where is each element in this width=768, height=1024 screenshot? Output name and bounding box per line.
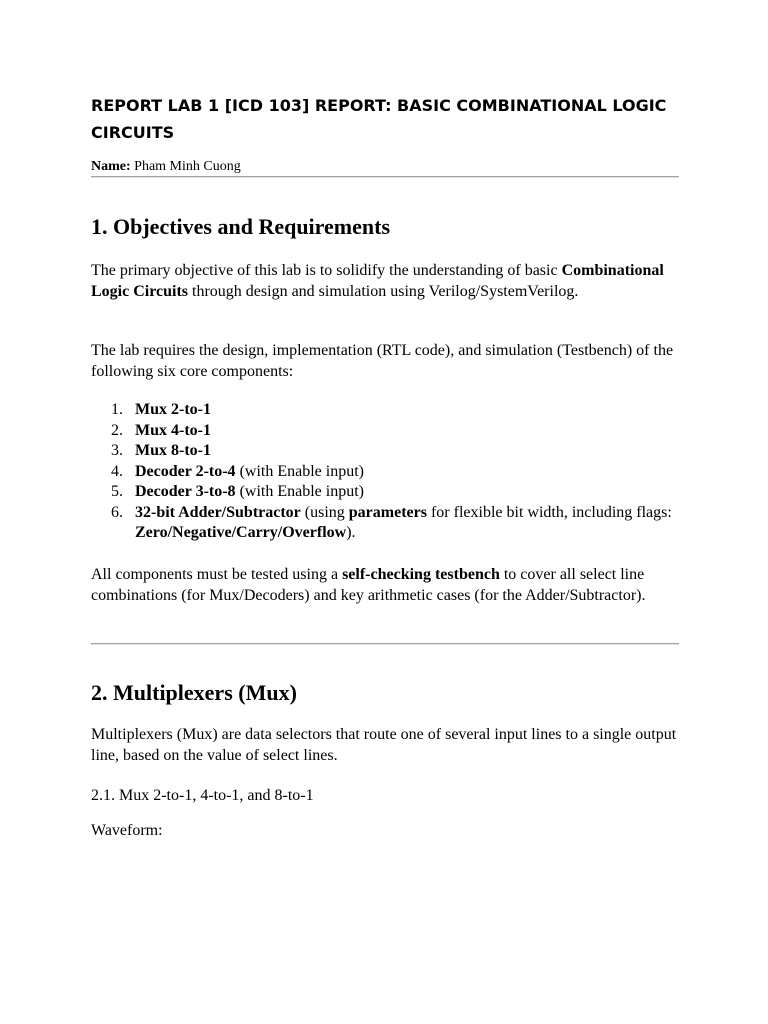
list-item-title: Decoder 2-to-4 — [135, 462, 236, 480]
list-item-detail: (with Enable input) — [235, 462, 364, 480]
list-item-title: Mux 2-to-1 — [135, 401, 211, 418]
list-number: 1. — [111, 401, 123, 418]
list-item-detail: for flexible bit width, including flags: — [426, 503, 672, 521]
author-line — [91, 157, 679, 177]
testing-text-start: All components must be tested using a — [91, 566, 343, 583]
list-item — [91, 503, 679, 544]
core-components-list — [91, 400, 679, 544]
testing-paragraph — [91, 565, 679, 606]
list-item-title: Mux 8-to-1 — [135, 442, 211, 459]
list-number: 5. — [111, 483, 123, 500]
list-item — [91, 400, 679, 421]
objective-paragraph — [91, 261, 679, 302]
report-title: REPORT LAB 1 [ICD 103] REPORT: BASIC COMBINATIONAL LOGIC CIRCUITS — [91, 96, 667, 142]
testing-text-bold: self-checking testbench — [342, 566, 500, 583]
objective-text-end: through design and simulation using Verilog/SystemVerilog. — [188, 282, 579, 300]
name-label: Name: — [91, 159, 131, 174]
list-item-detail: (with Enable input) — [235, 483, 364, 500]
list-item-detail: (using — [300, 503, 349, 521]
list-item-title: Decoder 3-to-8 — [135, 483, 236, 500]
author-name: Pham Minh Cuong — [134, 159, 241, 174]
horizontal-divider — [91, 176, 679, 178]
list-item — [91, 421, 679, 442]
testing-text-end: to cover all select line combinations (for Mux/Decoders) and key arithmetic cases (for the Adder/Subtractor). — [91, 566, 646, 604]
objective-text-start: The primary objective of this lab is to solidify the understanding of basic — [91, 262, 562, 279]
section-heading-multiplexers: 2. Multiplexers (Mux) — [91, 680, 297, 705]
list-number: 6. — [111, 503, 123, 521]
list-item — [91, 462, 679, 483]
list-number: 2. — [111, 421, 123, 439]
list-item-title: Mux 4-to-1 — [135, 421, 211, 439]
list-item-detail: ). — [346, 524, 356, 541]
waveform-label: Waveform: — [91, 822, 163, 839]
requirements-paragraph: The lab requires the design, implementation (RTL code), and simulation (Testbench) of the following six core components: — [91, 342, 674, 380]
list-item — [91, 441, 679, 462]
section-heading-objectives: 1. Objectives and Requirements — [91, 214, 391, 239]
list-item — [91, 482, 679, 503]
list-item-emphasis: parameters — [348, 503, 427, 521]
horizontal-divider — [91, 643, 679, 645]
objective-text-bold: Combinational Logic Circuits — [91, 262, 664, 300]
list-number: 3. — [111, 442, 123, 459]
list-item-flags: Zero/Negative/Carry/Overflow — [135, 524, 347, 541]
list-number: 4. — [111, 462, 123, 480]
subsection-heading: 2.1. Mux 2-to-1, 4-to-1, and 8-to-1 — [91, 787, 314, 804]
mux-description-paragraph: Multiplexers (Mux) are data selectors that route one of several input lines to a single output line, based on the value of select lines. — [91, 726, 677, 764]
list-item-title: 32-bit Adder/Subtractor — [135, 503, 301, 521]
